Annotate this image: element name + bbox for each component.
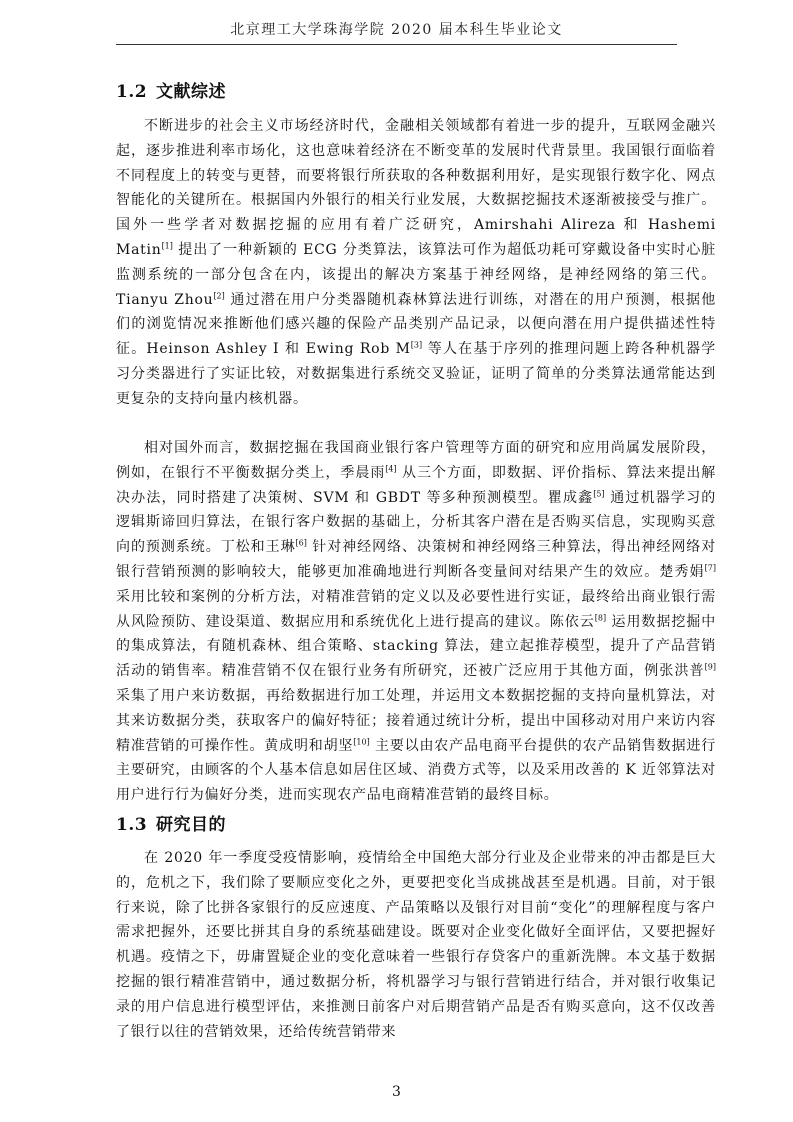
section-heading-1-3 <box>116 813 226 837</box>
text-run: 不断进步的社会主义市场经济时代，金融相关领域都有着进一步的提升，互联网金融兴起，逐步推进利率市场化，这也意味着经济在不断变革的发展时代背景里。我国银行面临着不同程度上的转变与更替，而要将银行所获取的各种数据利用好，是实现银行数字化、网点智能化的关键所在。根据国内外银行的相关行业发展，大数据挖掘技术逐渐被接受与推广。国外一些学者对数据挖掘的应用有着广泛研究，Amirshahi Alireza 和 Hashemi Matin <box>116 118 716 258</box>
citation-ref: [6] <box>295 538 307 548</box>
citation-ref: [10] <box>353 736 370 746</box>
text-run: 从三个方面，即数据、评价指标、算法来提出解决办法，同时搭建了决策树、SVM 和 GBDT 等多种预测模型。瞿成鑫 <box>116 464 717 506</box>
paragraph <box>116 114 716 412</box>
text-run: 相对国外而言，数据挖掘在我国商业银行客户管理等方面的研究和应用尚属发展阶段，例如，在银行不平衡数据分类上，季晨雨 <box>116 440 716 481</box>
section-number: 1.2 <box>116 82 148 102</box>
paragraph <box>116 436 716 808</box>
citation-ref: [8] <box>594 612 607 622</box>
citation-ref: [9] <box>704 662 716 672</box>
section-heading-1-2 <box>116 80 226 104</box>
paragraph <box>116 846 716 1044</box>
running-header: 北京理工大学珠海学院 2020 届本科生毕业论文 <box>230 22 563 38</box>
page-number: 3 <box>392 1084 401 1100</box>
citation-ref: [7] <box>704 563 716 573</box>
text-run: 运用数据挖掘中的集成算法，有随机森林、组合策略、stacking 算法，建立起推荐模型，提升了产品营销活动的销售率。精准营销不仅在银行业务有所研究，还被广泛应用于其他方面，例张洪普 <box>116 613 717 680</box>
citation-ref: [4] <box>385 464 397 474</box>
citation-ref: [2] <box>213 290 225 300</box>
text-run: 采集了用户来访数据，再给数据进行加工处理，并运用文本数据挖掘的支持向量机算法，对其来访数据分类，获取客户的偏好特征；接着通过统计分析，提出中国移动对用户来访内容精准营销的可操作性。黄成明和胡坚 <box>116 687 716 754</box>
section-title-text: 研究目的 <box>156 815 226 835</box>
text-run: 通过机器学习的逻辑斯谛回归算法，在银行客户数据的基础上，分析其客户潜在是否购买信息，实现购买意向的预测系统。丁松和王琳 <box>116 489 716 556</box>
text-run: 提出了一种新颖的 ECG 分类算法，该算法可作为超低功耗可穿戴设备中实时心脏监测系统的一部分包含在内，该提出的解决方案基于神经网络，是神经网络的第三代。Tianyu Zhou <box>116 241 716 308</box>
section-title-text: 文献综述 <box>156 82 226 102</box>
section-number: 1.3 <box>116 815 148 835</box>
text-run: 等人在基于序列的推理问题上跨各种机器学习分类器进行了实证比较，对数据集进行系统交叉验证，证明了简单的分类算法通常能达到更复杂的支持向量内核机器。 <box>116 341 716 407</box>
text-run: 主要以由农产品电商平台提供的农产品销售数据进行主要研究，由顾客的个人基本信息如居住区域、消费方式等，以及采用改善的 K 近邻算法对用户进行行为偏好分类，进而实现农产品电商精准营销的最终目标。 <box>116 737 716 804</box>
citation-ref: [1] <box>161 241 173 251</box>
text-run: 通过潜在用户分类器随机森林算法进行训练，对潜在的用户预测，根据他们的浏览情况来推断他们感兴趣的保险产品类别产品记录，以便向潜在用户提供描述性特征。Heinson Ashley I 和 Ewing Rob M <box>116 291 716 358</box>
citation-ref: [5] <box>593 488 605 498</box>
header-rule <box>116 44 677 45</box>
text-run: 针对神经网络、决策树和神经网络三种算法，得出神经网络对银行营销预测的影响较大，能够更加准确地进行判断各变量间对结果产生的效应。楚秀娟 <box>116 539 717 580</box>
text-run: 采用比较和案例的分析方法，对精准营销的定义以及必要性进行实证，最终给出商业银行需从风险预防、建设渠道、数据应用和系统优化上进行提高的建议。陈依云 <box>116 588 716 630</box>
text-run: 在 2020 年一季度受疫情影响，疫情给全中国绝大部分行业及企业带来的冲击都是巨大的，危机之下，我们除了要顺应变化之外，更要把变化当成挑战甚至是机遇。目前，对于银行来说，除了比拼各家银行的反应速度、产品策略以及银行对目前“变化”的理解程度与客户需求把握外，还要比拼其自身的系统基础建设。既要对企业变化做好全面评估，又要把握好机遇。疫情之下，毋庸置疑企业的变化意味着一些银行存贷客户的重新洗牌。本文基于数据挖掘的银行精准营销中，通过数据分析，将机器学习与银行营销进行结合，并对银行收集记录的用户信息进行模型评估，来推测日前客户对后期营销产品是否有购买意向，这不仅改善了银行以往的营销效果，还给传统营销带来 <box>116 850 716 1040</box>
citation-ref: [3] <box>410 340 423 350</box>
